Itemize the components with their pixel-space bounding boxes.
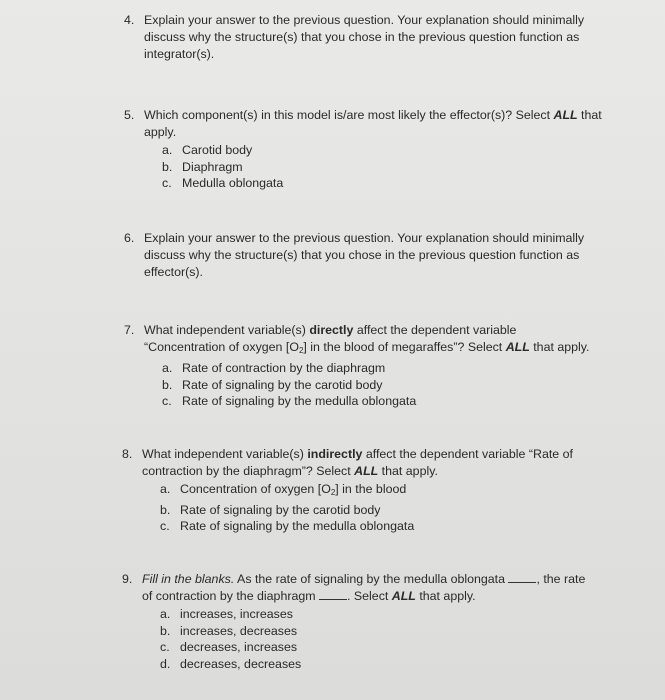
question-number: 7. bbox=[124, 323, 135, 337]
option-c[interactable]: c. Medulla oblongata bbox=[162, 176, 284, 190]
options-list bbox=[160, 606, 592, 672]
option-c[interactable]: c. Rate of signaling by the medulla oblongata bbox=[160, 519, 415, 533]
question-7 bbox=[124, 322, 599, 410]
option-b[interactable]: b. Rate of signaling by the carotid body bbox=[162, 377, 383, 392]
options-list bbox=[162, 360, 599, 410]
option-a[interactable]: a. Carotid body bbox=[162, 143, 253, 157]
option-b[interactable]: b. Rate of signaling by the carotid body bbox=[160, 502, 381, 517]
question-5 bbox=[124, 107, 604, 192]
question-number: 8. bbox=[122, 447, 133, 461]
option-b[interactable]: b. increases, decreases bbox=[160, 623, 298, 638]
question-4 bbox=[124, 12, 594, 63]
option-a[interactable]: a. Rate of contraction by the diaphragm bbox=[162, 361, 386, 375]
options-list bbox=[162, 142, 604, 192]
blank-2[interactable] bbox=[319, 588, 347, 600]
blank-1[interactable] bbox=[508, 571, 536, 583]
question-text: What independent variable(s) directly affect the dependent variable “Concentration of oxygen $[O_2]$ in the blood of megaraffes”? Select ALL that apply. bbox=[144, 323, 590, 355]
question-number: 9. bbox=[122, 572, 133, 586]
question-9 bbox=[122, 571, 592, 672]
option-b[interactable]: b. Diaphragm bbox=[162, 159, 243, 174]
question-number: 6. bbox=[124, 231, 135, 245]
question-text: What independent variable(s) indirectly affect the dependent variable “Rate of contraction by the diaphragm”? Select ALL that apply. bbox=[142, 447, 573, 478]
option-a[interactable]: a. Concentration of oxygen $[O_2]$ in the blood bbox=[160, 482, 407, 497]
question-text: Explain your answer to the previous question. Your explanation should minimally discuss why the structure(s) that you chose in the previous question function as integrator(s). bbox=[144, 13, 585, 61]
question-number: 4. bbox=[124, 13, 135, 27]
question-text: Which component(s) in this model is/are most likely the effector(s)? Select ALL that apply. bbox=[144, 108, 602, 139]
question-text: Explain your answer to the previous question. Your explanation should minimally discuss why the structure(s) that you chose in the previous question function as effector(s). bbox=[144, 231, 585, 279]
question-number: 5. bbox=[124, 108, 135, 122]
question-6 bbox=[124, 230, 594, 281]
option-c[interactable]: c. decreases, increases bbox=[160, 640, 298, 654]
options-list bbox=[160, 481, 587, 535]
option-a[interactable]: a. increases, increases bbox=[160, 607, 293, 621]
option-c[interactable]: c. Rate of signaling by the medulla oblongata bbox=[162, 394, 417, 408]
question-text: Fill in the blanks. As the rate of signaling by the medulla oblongata , the rate of contraction by the diaphragm . Select ALL that apply. bbox=[142, 572, 586, 603]
option-d[interactable]: d. decreases, decreases bbox=[160, 656, 302, 671]
question-8 bbox=[122, 446, 587, 535]
